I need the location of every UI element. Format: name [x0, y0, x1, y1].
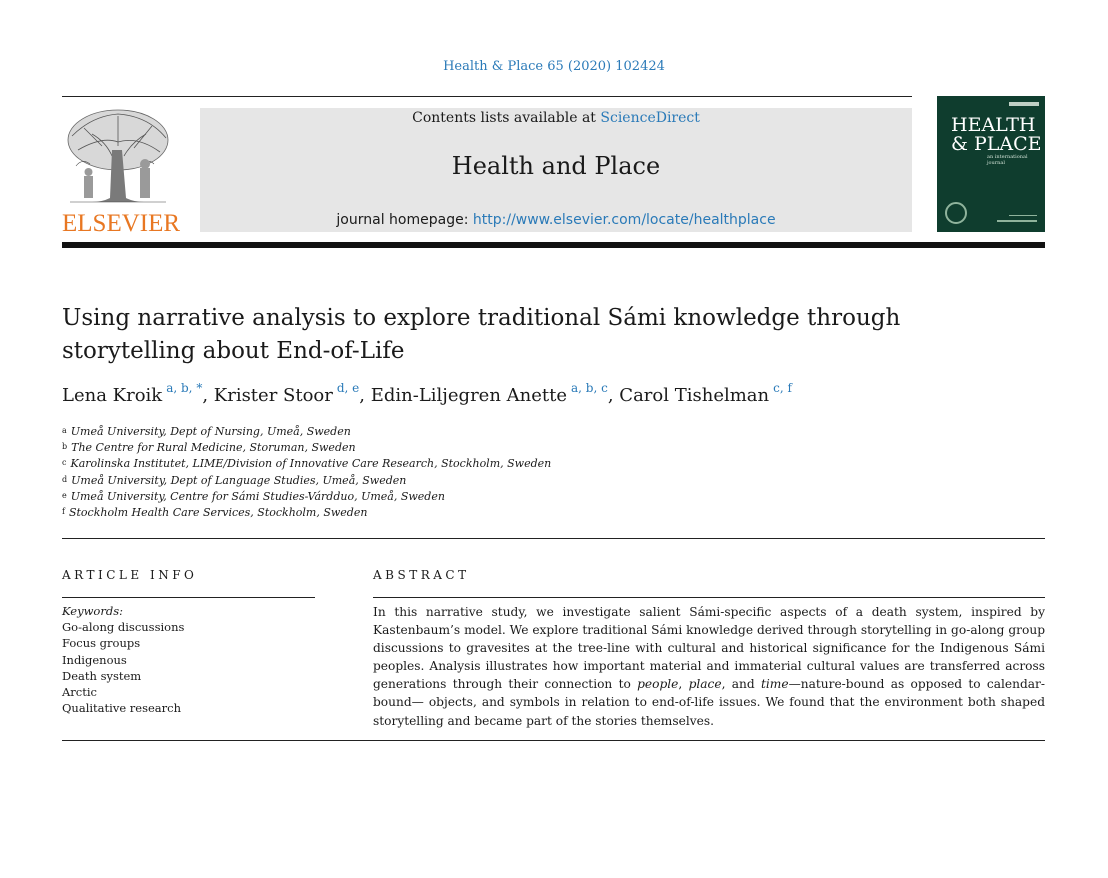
keyword-item[interactable]: Focus groups — [62, 636, 141, 651]
author-affil-marks[interactable]: d, e — [336, 381, 360, 395]
keyword-item[interactable]: Go-along discussions — [62, 620, 185, 635]
author-separator: , — [607, 385, 620, 406]
keywords-list — [62, 603, 184, 716]
abstract-part: , and — [721, 677, 761, 692]
elsevier-logo — [62, 106, 181, 237]
affiliation-text: The Centre for Rural Medicine, Storuman, Sweden — [71, 441, 356, 455]
affiliation-text: Stockholm Health Care Services, Stockholm, Sweden — [68, 506, 368, 520]
elsevier-wordmark: ELSEVIER — [62, 210, 181, 237]
keyword-item[interactable]: Qualitative research — [62, 701, 181, 716]
abstract-rule — [373, 597, 1045, 598]
affiliation-list — [62, 424, 551, 521]
homepage-prefix: journal homepage: — [336, 212, 469, 228]
article-info-heading: ARTICLE INFO — [62, 568, 198, 582]
author-affil-marks[interactable]: a, b, * — [166, 381, 203, 395]
homepage-link[interactable]: http://www.elsevier.com/locate/healthplace — [472, 212, 776, 228]
journal-name: Health and Place — [451, 152, 661, 180]
author-separator: , — [202, 385, 214, 406]
cover-title — [951, 116, 1041, 154]
abstract-heading: ABSTRACT — [373, 568, 470, 582]
author-name[interactable]: Lena Kroik — [62, 385, 163, 406]
abstract-text — [373, 603, 1045, 730]
affiliation-item — [62, 440, 551, 456]
affiliation-text: Umeå University, Dept of Language Studies, Umeå, Sweden — [71, 473, 407, 487]
keyword-item[interactable]: Arctic — [62, 685, 97, 700]
author-separator: , — [359, 385, 371, 406]
affiliation-text: Karolinska Institutet, LIME/Division of Innovative Care Research, Stockholm, Sweden — [70, 457, 552, 471]
header-bottom-rule — [62, 242, 1045, 248]
cover-line-decoration — [997, 220, 1037, 222]
contents-line — [200, 110, 912, 126]
keywords-label: Keywords: — [62, 604, 123, 618]
keyword-item[interactable]: Death system — [62, 668, 142, 683]
author-name[interactable]: Edin-Liljegren Anette — [370, 385, 568, 406]
tree-icon — [62, 106, 174, 206]
affiliation-item — [62, 424, 551, 440]
section-rule — [62, 538, 1045, 539]
journal-banner — [200, 108, 912, 232]
affiliation-mark: c — [62, 458, 67, 468]
author-affil-marks[interactable]: a, b, c — [571, 381, 608, 395]
affiliation-item — [62, 456, 551, 472]
journal-cover[interactable] — [937, 96, 1045, 232]
abstract-bottom-rule — [62, 740, 1045, 741]
affiliation-mark: a — [62, 426, 67, 435]
abstract-part: —nature-bound as opposed to calendar-bound— objects, and symbols in relation to end-of-life issues. We found that the environment both shaped storytelling and became part of the stories themselves. — [373, 677, 1045, 728]
affiliation-mark: f — [62, 507, 65, 517]
author-list — [62, 381, 792, 406]
sciencedirect-link[interactable]: ScienceDirect — [600, 110, 700, 126]
affiliation-text: Umeå University, Centre for Sámi Studies-Várdduo, Umeå, Sweden — [70, 489, 445, 503]
homepage-line — [200, 212, 912, 228]
abstract-emphasis: place — [688, 677, 722, 692]
article-info-rule — [62, 597, 315, 598]
affiliation-item — [62, 505, 551, 521]
contents-prefix: Contents lists available at — [412, 110, 596, 126]
cover-title-line1: HEALTH — [951, 114, 1036, 136]
keyword-item[interactable]: Indigenous — [62, 652, 127, 667]
author-name[interactable]: Carol Tishelman — [619, 385, 770, 406]
affiliation-item — [62, 473, 551, 489]
author-name[interactable]: Krister Stoor — [213, 385, 333, 406]
cover-tag — [1009, 102, 1039, 106]
abstract-emphasis: people — [637, 677, 679, 692]
abstract-part: In this narrative study, we investigate salient Sámi-specific aspects of a death system, inspired by Kastenbaum’s model. We explore traditional Sámi knowledge derived through storytelling in go-along group discussions to gravesites at the tree-line with cultural and historical significance for the Indigenous Sámi peoples. Analysis illustrates how important material and immaterial cultural values are transferred across generations through their connection to — [373, 605, 1045, 692]
affiliation-mark: b — [62, 442, 68, 452]
author-affil-marks[interactable]: c, f — [773, 381, 792, 395]
cover-subtitle: an international journal — [987, 154, 1028, 166]
affiliation-mark: d — [62, 474, 68, 484]
journal-citation[interactable]: Health & Place 65 (2020) 102424 — [443, 59, 665, 74]
cover-title-line2: & PLACE — [951, 133, 1042, 155]
abstract-emphasis: time — [761, 677, 789, 692]
article-title: Using narrative analysis to explore traditional Sámi knowledge through storytelling about End-of-Life — [62, 305, 901, 364]
affiliation-item — [62, 489, 551, 505]
affiliation-mark: e — [62, 490, 67, 500]
affiliation-text: Umeå University, Dept of Nursing, Umeå, Sweden — [70, 425, 351, 438]
cover-line-decoration — [1009, 215, 1037, 216]
header-top-rule — [62, 96, 912, 97]
cover-badge-icon — [945, 202, 967, 224]
abstract-part: , — [678, 677, 689, 692]
